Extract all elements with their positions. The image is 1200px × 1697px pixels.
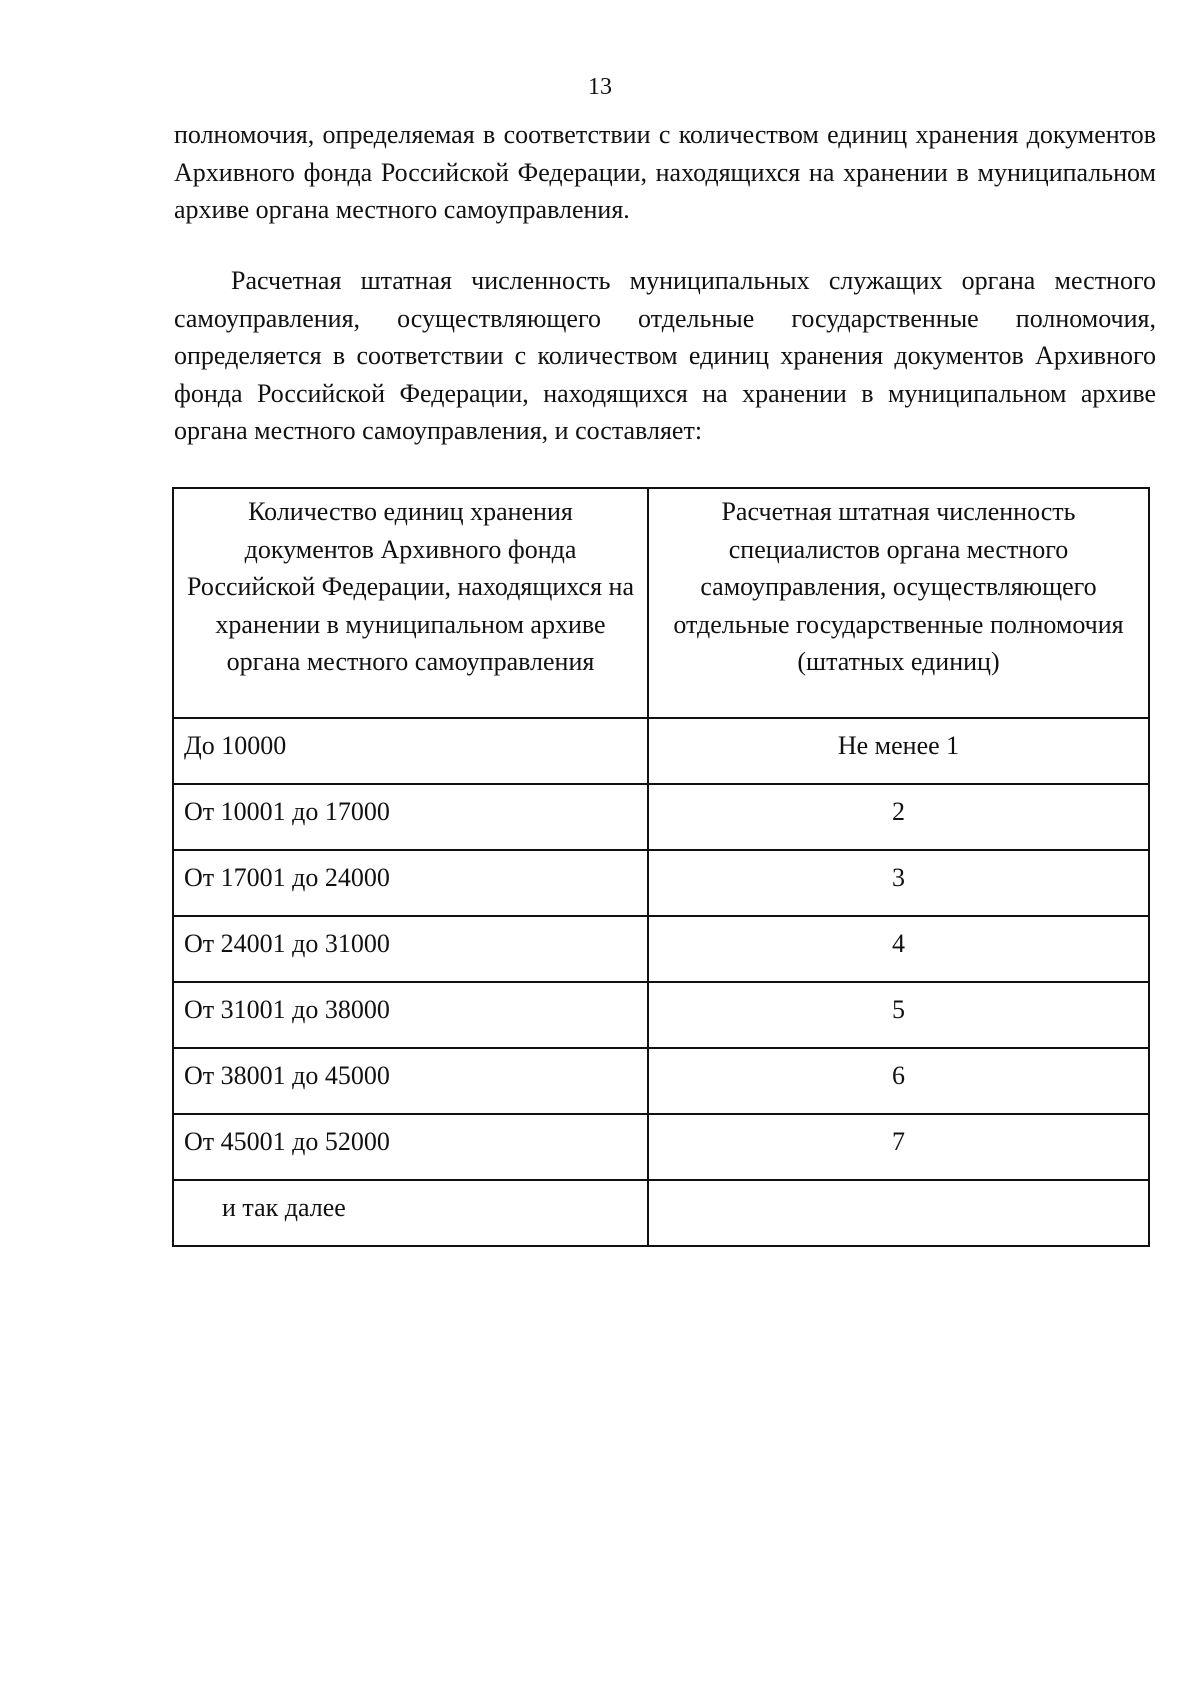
table-row <box>173 718 1149 784</box>
page-number: 13 <box>588 74 612 100</box>
table-row <box>173 916 1149 982</box>
table-row <box>173 1180 1149 1246</box>
table-row <box>173 784 1149 850</box>
cell-range: От 10001 до 17000 <box>173 784 648 850</box>
paragraph-continuation: полномочия, определяемая в соответствии с количеством единиц хранения документов Архивного фонда Российской Федерации, находящихся на хранении в муниципальном архиве органа местного самоуправления. <box>174 120 1156 224</box>
cell-count: 2 <box>648 784 1149 850</box>
table-row <box>173 1114 1149 1180</box>
cell-range: и так далее <box>173 1180 648 1246</box>
cell-range: От 31001 до 38000 <box>173 982 648 1048</box>
cell-count: 3 <box>648 850 1149 916</box>
cell-count <box>648 1180 1149 1246</box>
cell-range: До 10000 <box>173 718 648 784</box>
table-row <box>173 850 1149 916</box>
cell-range: От 17001 до 24000 <box>173 850 648 916</box>
cell-count: 7 <box>648 1114 1149 1180</box>
cell-count: Не менее 1 <box>648 718 1149 784</box>
cell-range: От 45001 до 52000 <box>173 1114 648 1180</box>
header-staff-count: Расчетная штатная численность специалистов органа местного самоуправления, осуществляющего отдельные государственные полномочия (штатных единиц) <box>648 488 1149 718</box>
staffing-table <box>172 487 1150 1247</box>
table-row <box>173 982 1149 1048</box>
staffing-table-container <box>172 487 1148 1247</box>
paragraph-staff-calculation: Расчетная штатная численность муниципальных служащих органа местного самоуправления, осуществляющего отдельные государственные полномочия, определяется в соответствии с количеством единиц хранения документов Архивного фонда Российской Федерации, находящихся на хранении в муниципальном архиве органа местного самоуправления, и составляет: <box>174 266 1156 445</box>
cell-range: От 24001 до 31000 <box>173 916 648 982</box>
cell-range: От 38001 до 45000 <box>173 1048 648 1114</box>
cell-count: 6 <box>648 1048 1149 1114</box>
header-storage-units: Количество единиц хранения документов Архивного фонда Российской Федерации, находящихся на хранении в муниципальном архиве органа местного самоуправления <box>173 488 648 718</box>
cell-count: 4 <box>648 916 1149 982</box>
cell-count: 5 <box>648 982 1149 1048</box>
table-row <box>173 1048 1149 1114</box>
table-header-row <box>173 488 1149 718</box>
